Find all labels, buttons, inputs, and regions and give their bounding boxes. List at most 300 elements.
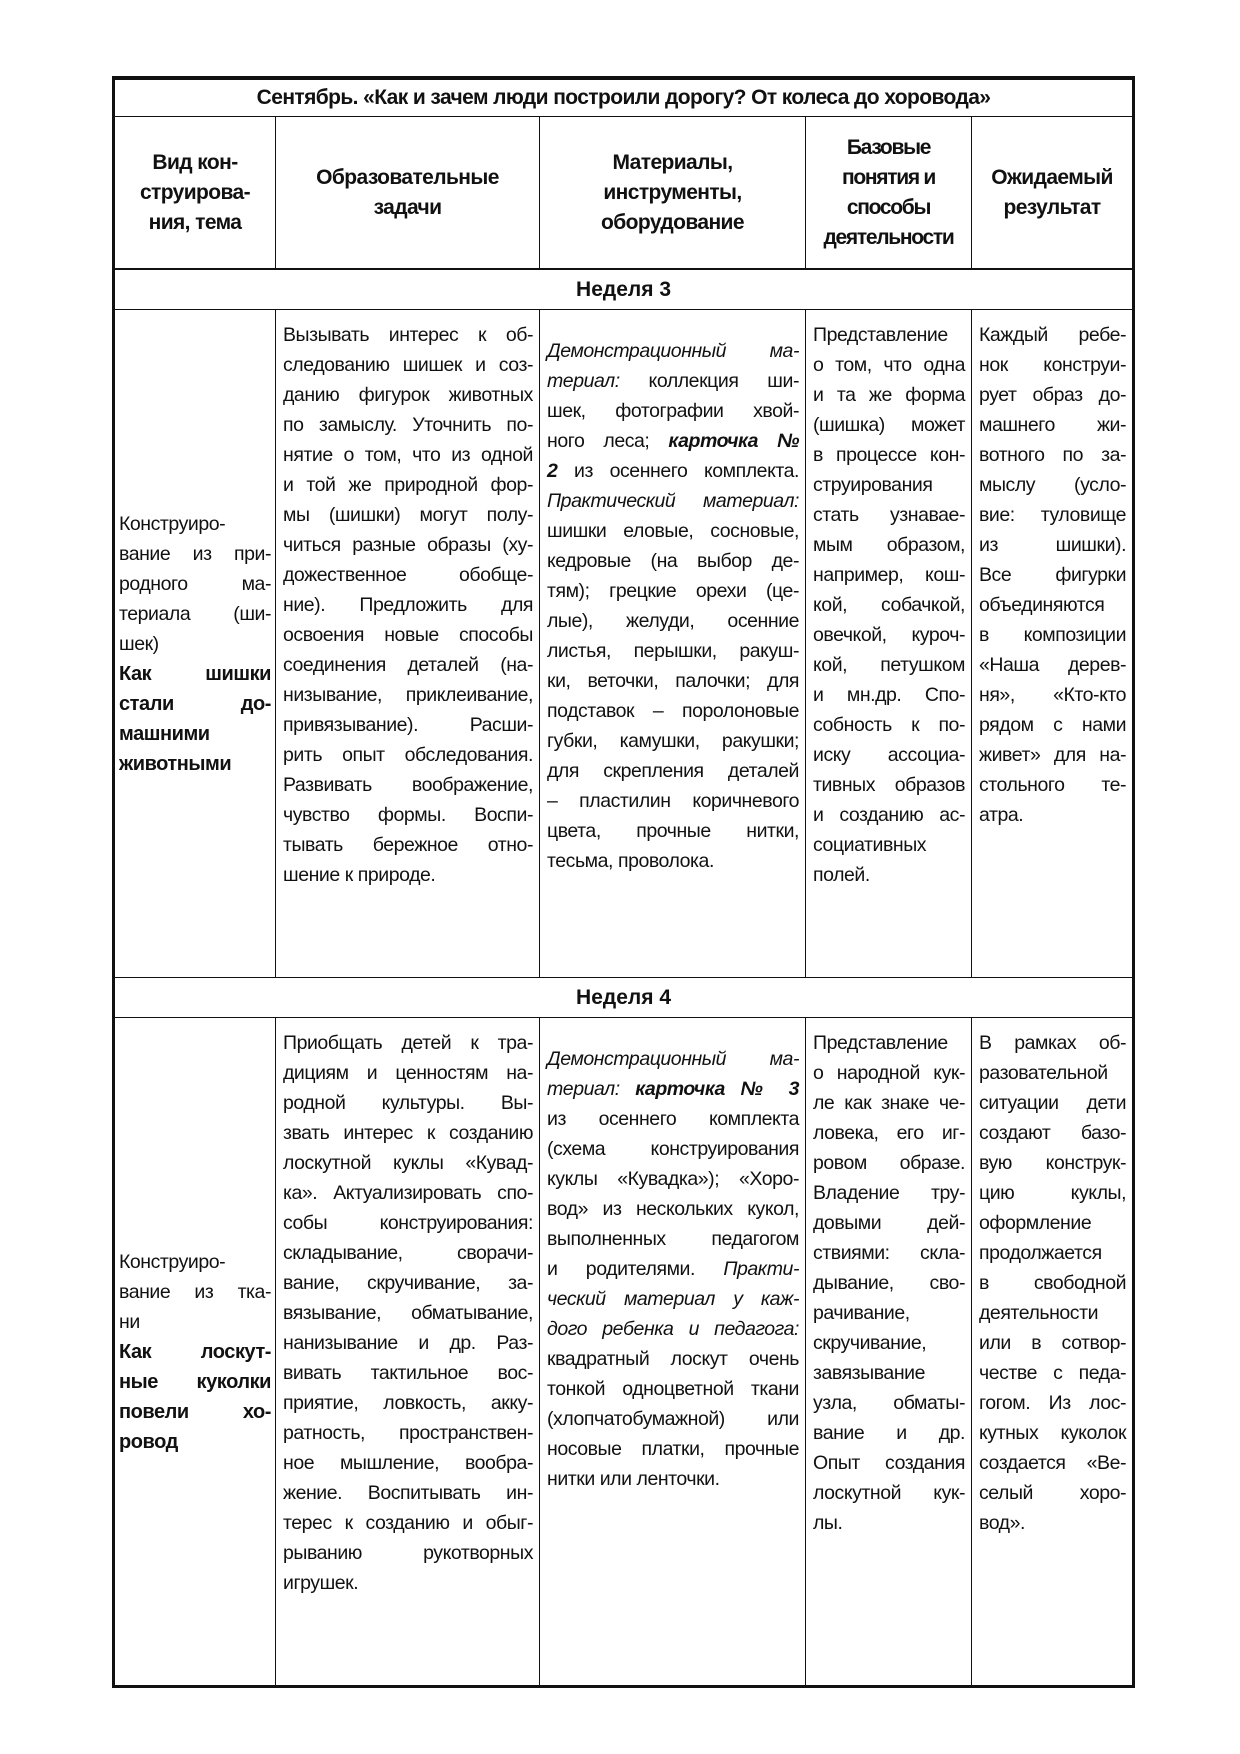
text-line <box>547 1374 799 1404</box>
text-segment: машнего жи- <box>979 414 1127 436</box>
text-line <box>283 590 533 620</box>
text-segment: стать узнавае- <box>813 504 965 526</box>
text-segment: (шишка) может <box>813 414 965 436</box>
text-segment: социативных <box>813 834 927 856</box>
basic-concepts-cell <box>806 1018 972 1687</box>
text-line: Базовые <box>846 135 931 159</box>
text-line <box>283 1328 533 1358</box>
text-line <box>283 650 533 680</box>
text-segment: Все фигурки <box>979 564 1127 586</box>
text-segment: звать интерес к созданию <box>283 1122 533 1144</box>
construction-type-cell <box>114 310 276 978</box>
text-segment: следованию шишек и соз- <box>283 354 533 376</box>
text-segment: коллекция ши- <box>619 370 799 392</box>
text-line <box>283 1118 533 1148</box>
text-line <box>547 396 799 426</box>
text-line <box>547 426 799 456</box>
text-line <box>119 1307 271 1337</box>
text-segment: гогом. Из лос- <box>979 1392 1127 1414</box>
text-line <box>119 539 271 569</box>
text-segment: рыванию рукотворных <box>283 1542 533 1564</box>
text-segment: освоения новые способы <box>283 624 533 646</box>
text-line <box>283 1568 533 1598</box>
text-line <box>979 350 1126 380</box>
bold-text: ровод <box>119 1430 178 1453</box>
text-segment: разовательной <box>979 1062 1108 1084</box>
text-line <box>119 629 271 659</box>
header-expected-result <box>972 117 1134 270</box>
text-line: Вид кон- <box>152 150 238 174</box>
text-line <box>283 860 533 890</box>
text-line <box>119 509 271 539</box>
text-segment: иску ассоциа- <box>813 744 965 766</box>
text-line <box>547 456 799 486</box>
text-line <box>813 1178 965 1208</box>
text-line <box>283 620 533 650</box>
text-line <box>813 740 965 770</box>
text-line <box>547 366 799 396</box>
text-segment: шек) <box>119 632 159 655</box>
text-segment: кой, петушком <box>813 654 965 676</box>
italic-text: дого ребенка и педагога: <box>547 1318 799 1340</box>
text-line <box>813 440 965 470</box>
text-segment: кой, собачкой, <box>813 594 965 616</box>
text-segment: о народной кук- <box>813 1062 965 1084</box>
text-line <box>979 1088 1126 1118</box>
text-segment: мыслу (усло- <box>979 474 1127 496</box>
text-segment: ня», «Кто-кто <box>979 684 1127 706</box>
week-3-heading: Неделя 3 <box>114 269 1134 310</box>
text-line <box>979 1478 1126 1508</box>
text-segment: шение к природе. <box>283 864 436 886</box>
text-segment: рядом с нами <box>979 714 1127 736</box>
text-segment: деятельности <box>979 1302 1099 1324</box>
text-line <box>547 1044 799 1074</box>
text-segment: лые), желуди, осенние <box>547 610 799 632</box>
text-segment: (схема конструирования <box>547 1138 799 1160</box>
text-segment: для скрепления деталей <box>547 760 799 782</box>
text-line <box>547 1194 799 1224</box>
text-line <box>813 1298 965 1328</box>
text-line <box>813 1238 965 1268</box>
text-line <box>547 1104 799 1134</box>
text-segment: игрушек. <box>283 1572 359 1594</box>
text-line <box>547 726 799 756</box>
italic-text: Демонстрационный ма- <box>547 1048 799 1070</box>
text-line <box>547 1434 799 1464</box>
materials-cell <box>540 310 806 978</box>
text-segment: губки, камушки, ракушки; <box>547 730 799 752</box>
text-line <box>979 1178 1126 1208</box>
text-line <box>283 500 533 530</box>
text-line <box>283 740 533 770</box>
text-line <box>283 1268 533 1298</box>
text-segment: ного леса; <box>547 430 669 452</box>
text-segment: создается «Ве- <box>979 1452 1127 1474</box>
text-segment: низывание, приклеивание, <box>283 684 533 706</box>
text-segment: ствиями: скла- <box>813 1242 965 1264</box>
text-line <box>283 1388 533 1418</box>
text-line <box>979 1268 1126 1298</box>
text-line <box>813 1388 965 1418</box>
text-segment: чувство формы. Воспи- <box>283 804 533 826</box>
text-line <box>979 710 1126 740</box>
text-line <box>119 659 271 689</box>
text-line <box>283 1418 533 1448</box>
text-line <box>813 350 965 380</box>
text-segment: Конструиро- <box>119 512 226 535</box>
text-line <box>979 1358 1126 1388</box>
text-line <box>283 1148 533 1178</box>
text-line <box>979 740 1126 770</box>
header-educational-tasks <box>276 117 540 270</box>
text-line <box>547 336 799 366</box>
text-segment: ситуации дети <box>979 1092 1127 1114</box>
text-segment: ратность, пространствен- <box>283 1422 533 1444</box>
text-segment: соединения деталей (на- <box>283 654 533 676</box>
bold-text: карточка № 3 <box>635 1078 799 1100</box>
text-segment: в свободной <box>979 1272 1127 1294</box>
text-segment: вание из тка- <box>119 1280 271 1303</box>
text-line <box>813 1418 965 1448</box>
text-line <box>979 380 1126 410</box>
text-segment: кедровые (на выбор де- <box>547 550 799 572</box>
text-segment: рить опыт обследования. <box>283 744 533 766</box>
text-line <box>979 680 1126 710</box>
text-segment: ка». Актуализировать спо- <box>283 1182 533 1204</box>
text-segment: завязывание <box>813 1362 925 1384</box>
text-line <box>283 830 533 860</box>
text-segment: мы (шишки) могут полу- <box>283 504 533 526</box>
text-line <box>813 770 965 800</box>
text-segment: кутных куколок <box>979 1422 1127 1444</box>
text-line <box>813 530 965 560</box>
text-line <box>813 1148 965 1178</box>
italic-text: териал: <box>547 370 620 392</box>
text-line <box>813 1448 965 1478</box>
text-line <box>813 470 965 500</box>
text-line <box>979 1418 1126 1448</box>
text-line: задачи <box>373 195 442 219</box>
text-segment: цвета, прочные нитки, <box>547 820 799 842</box>
text-segment: рует образ до- <box>979 384 1127 406</box>
text-line <box>547 1464 799 1494</box>
header-basic-concepts <box>806 117 972 270</box>
text-segment: и созданию ас- <box>813 804 965 826</box>
text-line: ния, тема <box>148 210 242 234</box>
text-segment: Развивать воображение, <box>283 774 533 796</box>
text-segment: тивных образов <box>813 774 965 796</box>
text-segment: жение. Воспитывать ин- <box>283 1482 533 1504</box>
text-segment: в композиции <box>979 624 1127 646</box>
text-segment: ле как знаке че- <box>813 1092 965 1114</box>
bold-text: повели хо- <box>119 1400 271 1423</box>
text-segment: «Наша дерев- <box>979 654 1127 676</box>
text-line <box>813 1268 965 1298</box>
text-segment: стольного те- <box>979 774 1127 796</box>
text-line <box>813 1118 965 1148</box>
text-segment: рачивание, <box>813 1302 910 1324</box>
text-line: Ожидаемый <box>991 165 1113 189</box>
text-line <box>979 1118 1126 1148</box>
text-segment: териала (ши- <box>119 602 271 625</box>
text-segment: собность к по- <box>813 714 965 736</box>
text-segment: вивать тактильное вос- <box>283 1362 533 1384</box>
text-line: способы <box>846 195 931 219</box>
header-construction-type <box>114 117 276 270</box>
text-segment: из осеннего комплекта <box>547 1108 799 1130</box>
text-line <box>283 1448 533 1478</box>
text-line <box>547 696 799 726</box>
text-line <box>979 650 1126 680</box>
text-segment: и родителями. <box>547 1258 724 1280</box>
text-segment: лы. <box>813 1512 843 1534</box>
text-line <box>813 1208 965 1238</box>
text-line <box>119 1397 271 1427</box>
text-segment: вязывание, обматывание, <box>283 1302 533 1324</box>
text-line <box>547 1224 799 1254</box>
text-line <box>979 1508 1126 1538</box>
text-line <box>979 530 1126 560</box>
text-line <box>547 576 799 606</box>
text-segment: Вызывать интерес к об- <box>283 324 533 346</box>
text-segment: объединяются <box>979 594 1105 616</box>
text-segment: и мн.др. Спо- <box>813 684 965 706</box>
text-line <box>813 410 965 440</box>
italic-text: териал: <box>547 1078 636 1100</box>
text-segment: В рамках об- <box>979 1032 1127 1054</box>
text-segment: нанизывание и др. Раз- <box>283 1332 533 1354</box>
text-line <box>813 1328 965 1358</box>
text-line <box>547 846 799 876</box>
text-line <box>119 599 271 629</box>
text-line <box>813 680 965 710</box>
text-line <box>547 1134 799 1164</box>
text-segment: шишки еловые, сосновые, <box>547 520 799 542</box>
text-line <box>283 800 533 830</box>
text-segment: – пластилин коричневого <box>547 790 799 812</box>
text-segment: собы конструирования: <box>283 1212 533 1234</box>
bold-text: Как шишки <box>119 662 271 685</box>
text-line <box>813 560 965 590</box>
text-segment: вод» из нескольких кукол, <box>547 1198 799 1220</box>
text-segment: нятие о том, что из одной <box>283 444 533 466</box>
text-segment: вание и др. <box>813 1422 965 1444</box>
text-line <box>979 1298 1126 1328</box>
text-segment: носовые платки, прочные <box>547 1438 799 1460</box>
text-line <box>979 770 1126 800</box>
text-line <box>283 320 533 350</box>
text-line <box>547 756 799 786</box>
header-row <box>114 117 1134 270</box>
text-line <box>979 1238 1126 1268</box>
text-line <box>813 800 965 830</box>
bold-text: 2 <box>547 460 558 482</box>
text-line <box>119 1427 271 1457</box>
text-segment: ровом образе. <box>813 1152 965 1174</box>
text-segment: селый хоро- <box>979 1482 1127 1504</box>
text-line: инструменты, <box>603 180 742 204</box>
text-line <box>813 320 965 350</box>
text-line <box>283 1358 533 1388</box>
educational-tasks-cell <box>276 1018 540 1687</box>
text-segment: нитки или ленточки. <box>547 1468 720 1490</box>
text-segment: квадратный лоскут очень <box>547 1348 799 1370</box>
text-segment: тесьма, проволока. <box>547 850 714 872</box>
text-line <box>283 1508 533 1538</box>
text-line <box>283 770 533 800</box>
bold-text: стали до- <box>119 692 271 715</box>
text-segment: живет» для на- <box>979 744 1127 766</box>
text-segment: мым образом, <box>813 534 965 556</box>
week-4-heading: Неделя 4 <box>114 978 1134 1018</box>
text-segment: лоскутной кук- <box>813 1482 965 1504</box>
text-segment: Конструиро- <box>119 1250 226 1273</box>
text-line <box>813 380 965 410</box>
basic-concepts-cell <box>806 310 972 978</box>
text-segment: Представление <box>813 1032 948 1054</box>
text-segment: например, кош- <box>813 564 965 586</box>
text-segment: Приобщать детей к тра- <box>283 1032 533 1054</box>
text-segment: данию фигурок животных <box>283 384 533 406</box>
text-line <box>547 546 799 576</box>
text-segment: из шишки). <box>979 534 1127 556</box>
text-line <box>547 816 799 846</box>
text-segment: ни <box>119 1310 140 1333</box>
text-line <box>283 560 533 590</box>
text-line <box>813 1028 965 1058</box>
text-line: Образовательные <box>316 165 499 189</box>
text-line <box>813 620 965 650</box>
text-segment: продолжается <box>979 1242 1102 1264</box>
text-segment: складывание, сворачи- <box>283 1242 533 1264</box>
text-segment: дициям и ценностям на- <box>283 1062 533 1084</box>
text-line <box>119 1367 271 1397</box>
text-segment: тывать бережное отно- <box>283 834 533 856</box>
header-materials <box>540 117 806 270</box>
text-line <box>119 749 271 779</box>
text-line <box>283 680 533 710</box>
text-segment: ное мышление, вообра- <box>283 1452 533 1474</box>
bold-text: Как лоскут- <box>119 1340 271 1363</box>
text-segment: шек, фотографии хвой- <box>547 400 799 422</box>
text-segment: Владение тру- <box>813 1182 965 1204</box>
table-row <box>114 310 1134 978</box>
text-line <box>979 500 1126 530</box>
lesson-plan-table <box>112 76 1135 1688</box>
text-line <box>283 410 533 440</box>
text-line: понятия и <box>842 165 935 189</box>
text-line <box>119 719 271 749</box>
text-line <box>979 1208 1126 1238</box>
text-line <box>979 590 1126 620</box>
text-line <box>283 1028 533 1058</box>
text-line <box>813 1358 965 1388</box>
text-segment: дожественное обобще- <box>283 564 533 586</box>
text-segment: вую конструк- <box>979 1152 1127 1174</box>
expected-result-cell <box>972 310 1134 978</box>
text-line <box>979 800 1126 830</box>
text-line <box>547 1314 799 1344</box>
text-line <box>119 1337 271 1367</box>
bold-text: машними <box>119 722 210 745</box>
text-segment: подставок – поролоновые <box>547 700 799 722</box>
text-segment: куклы «Кувадка»); «Хоро- <box>547 1168 799 1190</box>
text-line: Материалы, <box>612 150 733 174</box>
text-line <box>119 569 271 599</box>
text-line <box>547 666 799 696</box>
text-segment: из осеннего комплекта. <box>557 460 799 482</box>
text-segment: струирования <box>813 474 933 496</box>
text-line <box>119 1247 271 1277</box>
text-segment: привязывание). Расши- <box>283 714 533 736</box>
text-line <box>547 1344 799 1374</box>
text-line <box>979 1388 1126 1418</box>
text-line <box>283 1208 533 1238</box>
text-line <box>283 440 533 470</box>
text-segment: атра. <box>979 804 1024 826</box>
text-line <box>547 606 799 636</box>
text-line: результат <box>1003 195 1101 219</box>
text-segment: и той же природной фор- <box>283 474 533 496</box>
text-line <box>979 410 1126 440</box>
text-line <box>813 1508 965 1538</box>
text-line <box>119 689 271 719</box>
text-line <box>813 650 965 680</box>
text-segment: вотного по за- <box>979 444 1127 466</box>
bold-text: карточка № <box>668 430 799 452</box>
text-segment: родного ма- <box>119 572 271 595</box>
text-segment: честве с педа- <box>979 1362 1127 1384</box>
text-segment: родной культуры. Вы- <box>283 1092 533 1114</box>
text-line <box>283 380 533 410</box>
text-segment: или в сотвор- <box>979 1332 1127 1354</box>
text-line <box>979 1448 1126 1478</box>
text-line <box>979 560 1126 590</box>
italic-text: Практический материал: <box>547 490 799 512</box>
text-line <box>979 1028 1126 1058</box>
text-line <box>979 1058 1126 1088</box>
text-segment: (хлопчатобумажной) или <box>547 1408 799 1430</box>
text-line <box>547 1074 799 1104</box>
text-segment: овечкой, куроч- <box>813 624 965 646</box>
text-line <box>813 710 965 740</box>
text-line <box>979 470 1126 500</box>
text-segment: лоскутной куклы «Кувад- <box>283 1152 533 1174</box>
text-segment: скручивание, <box>813 1332 927 1354</box>
text-line: деятельности <box>823 225 954 249</box>
text-segment: ние). Предложить для <box>283 594 533 616</box>
text-line <box>119 1277 271 1307</box>
text-segment: и та же форма <box>813 384 965 406</box>
text-line <box>283 710 533 740</box>
text-line <box>283 1238 533 1268</box>
text-line <box>979 320 1126 350</box>
text-segment: тонкой одноцветной ткани <box>547 1378 799 1400</box>
italic-text: Демонстрационный ма- <box>547 340 799 362</box>
text-segment: о том, что одна <box>813 354 965 376</box>
text-segment: полей. <box>813 864 870 886</box>
text-line <box>547 1254 799 1284</box>
text-segment: в процессе кон- <box>813 444 965 466</box>
text-line <box>813 1088 965 1118</box>
text-segment: Каждый ребе- <box>979 324 1127 346</box>
text-segment: цию куклы, <box>979 1182 1127 1204</box>
table-title: Сентябрь. «Как и зачем люди построили дорогу? От колеса до хоровода» <box>114 78 1134 117</box>
text-segment: Опыт создания <box>813 1452 965 1474</box>
text-segment: ловека, его иг- <box>813 1122 965 1144</box>
construction-type-cell <box>114 1018 276 1687</box>
